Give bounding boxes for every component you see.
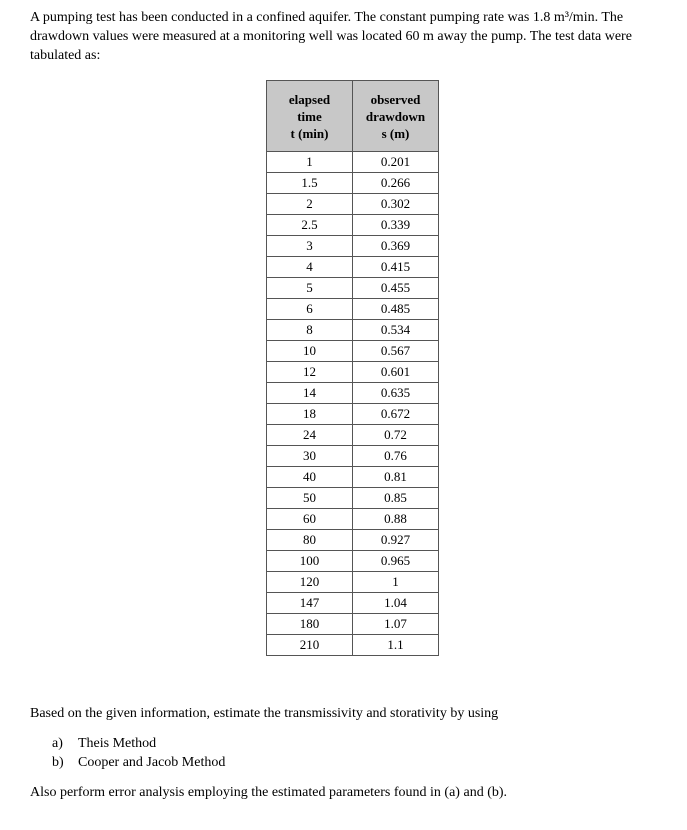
table-row — [267, 635, 439, 656]
elapsed-time-header — [267, 81, 353, 152]
header-line: t (min) — [290, 125, 329, 141]
elapsed-time-cell: 147 — [267, 593, 353, 614]
table-row — [267, 446, 439, 467]
drawdown-cell: 0.76 — [353, 446, 439, 467]
header-line: s (m) — [381, 125, 410, 141]
task-paragraph: Based on the given information, estimate the transmissivity and storativity by using — [30, 706, 499, 721]
drawdown-cell: 1 — [353, 572, 439, 593]
drawdown-cell: 0.415 — [353, 257, 439, 278]
drawdown-cell: 0.635 — [353, 383, 439, 404]
drawdown-cell: 1.07 — [353, 614, 439, 635]
drawdown-cell: 0.369 — [353, 236, 439, 257]
elapsed-time-cell: 6 — [267, 299, 353, 320]
method-label: Cooper and Jacob Method — [78, 755, 226, 770]
elapsed-time-cell: 4 — [267, 257, 353, 278]
elapsed-time-cell: 2 — [267, 194, 353, 215]
elapsed-time-cell: 8 — [267, 320, 353, 341]
table-row — [267, 194, 439, 215]
elapsed-time-cell: 100 — [267, 551, 353, 572]
table-row — [267, 404, 439, 425]
table-row — [267, 425, 439, 446]
elapsed-time-cell: 3 — [267, 236, 353, 257]
elapsed-time-cell: 60 — [267, 509, 353, 530]
table-row — [267, 614, 439, 635]
elapsed-time-cell: 18 — [267, 404, 353, 425]
drawdown-cell: 0.601 — [353, 362, 439, 383]
drawdown-cell: 0.455 — [353, 278, 439, 299]
elapsed-time-cell: 14 — [267, 383, 353, 404]
list-item — [52, 734, 225, 753]
table-row — [267, 278, 439, 299]
header-line: elapsed — [288, 91, 331, 107]
table-header-row — [267, 81, 439, 152]
elapsed-time-cell: 210 — [267, 635, 353, 656]
elapsed-time-cell: 12 — [267, 362, 353, 383]
table-row — [267, 362, 439, 383]
elapsed-time-cell: 1 — [267, 152, 353, 173]
drawdown-cell: 0.339 — [353, 215, 439, 236]
table-row — [267, 173, 439, 194]
elapsed-time-cell: 24 — [267, 425, 353, 446]
table-row — [267, 236, 439, 257]
elapsed-time-cell: 2.5 — [267, 215, 353, 236]
table-row — [267, 551, 439, 572]
intro-paragraph: A pumping test has been conducted in a confined aquifer. The constant pumping rate was 1.8 m³/min. The drawdown values were measured at a monitoring well was located 60 m away the pump. The test data were tabulated as: — [30, 10, 632, 63]
drawdown-cell: 0.72 — [353, 425, 439, 446]
table-row — [267, 467, 439, 488]
drawdown-cell: 0.201 — [353, 152, 439, 173]
drawdown-cell: 1.1 — [353, 635, 439, 656]
list-marker: a) — [52, 736, 63, 751]
table-row — [267, 215, 439, 236]
pumping-test-table — [266, 80, 439, 656]
table-row — [267, 341, 439, 362]
error-analysis-paragraph: Also perform error analysis employing the estimated parameters found in (a) and (b). — [30, 785, 508, 800]
elapsed-time-cell: 30 — [267, 446, 353, 467]
drawdown-cell: 0.85 — [353, 488, 439, 509]
elapsed-time-cell: 5 — [267, 278, 353, 299]
list-marker: b) — [52, 755, 64, 770]
drawdown-cell: 0.672 — [353, 404, 439, 425]
elapsed-time-cell: 10 — [267, 341, 353, 362]
method-label: Theis Method — [78, 736, 157, 751]
table-row — [267, 593, 439, 614]
table-row — [267, 152, 439, 173]
table-row — [267, 572, 439, 593]
observed-drawdown-header — [353, 81, 439, 152]
drawdown-cell: 0.927 — [353, 530, 439, 551]
table-row — [267, 320, 439, 341]
elapsed-time-cell: 50 — [267, 488, 353, 509]
list-item — [52, 753, 225, 772]
methods-list — [52, 734, 225, 772]
drawdown-cell: 0.266 — [353, 173, 439, 194]
table-row — [267, 299, 439, 320]
drawdown-cell: 0.965 — [353, 551, 439, 572]
drawdown-cell: 1.04 — [353, 593, 439, 614]
table-row — [267, 383, 439, 404]
drawdown-cell: 0.534 — [353, 320, 439, 341]
table-row — [267, 530, 439, 551]
table-body — [267, 152, 439, 656]
elapsed-time-cell: 1.5 — [267, 173, 353, 194]
header-line: drawdown — [365, 108, 426, 124]
header-line: time — [297, 108, 322, 124]
elapsed-time-cell: 180 — [267, 614, 353, 635]
table-row — [267, 488, 439, 509]
drawdown-cell: 0.81 — [353, 467, 439, 488]
header-line: observed — [370, 91, 421, 107]
elapsed-time-cell: 80 — [267, 530, 353, 551]
table-row — [267, 509, 439, 530]
elapsed-time-cell: 40 — [267, 467, 353, 488]
drawdown-cell: 0.88 — [353, 509, 439, 530]
drawdown-cell: 0.485 — [353, 299, 439, 320]
drawdown-cell: 0.302 — [353, 194, 439, 215]
drawdown-cell: 0.567 — [353, 341, 439, 362]
table-row — [267, 257, 439, 278]
elapsed-time-cell: 120 — [267, 572, 353, 593]
